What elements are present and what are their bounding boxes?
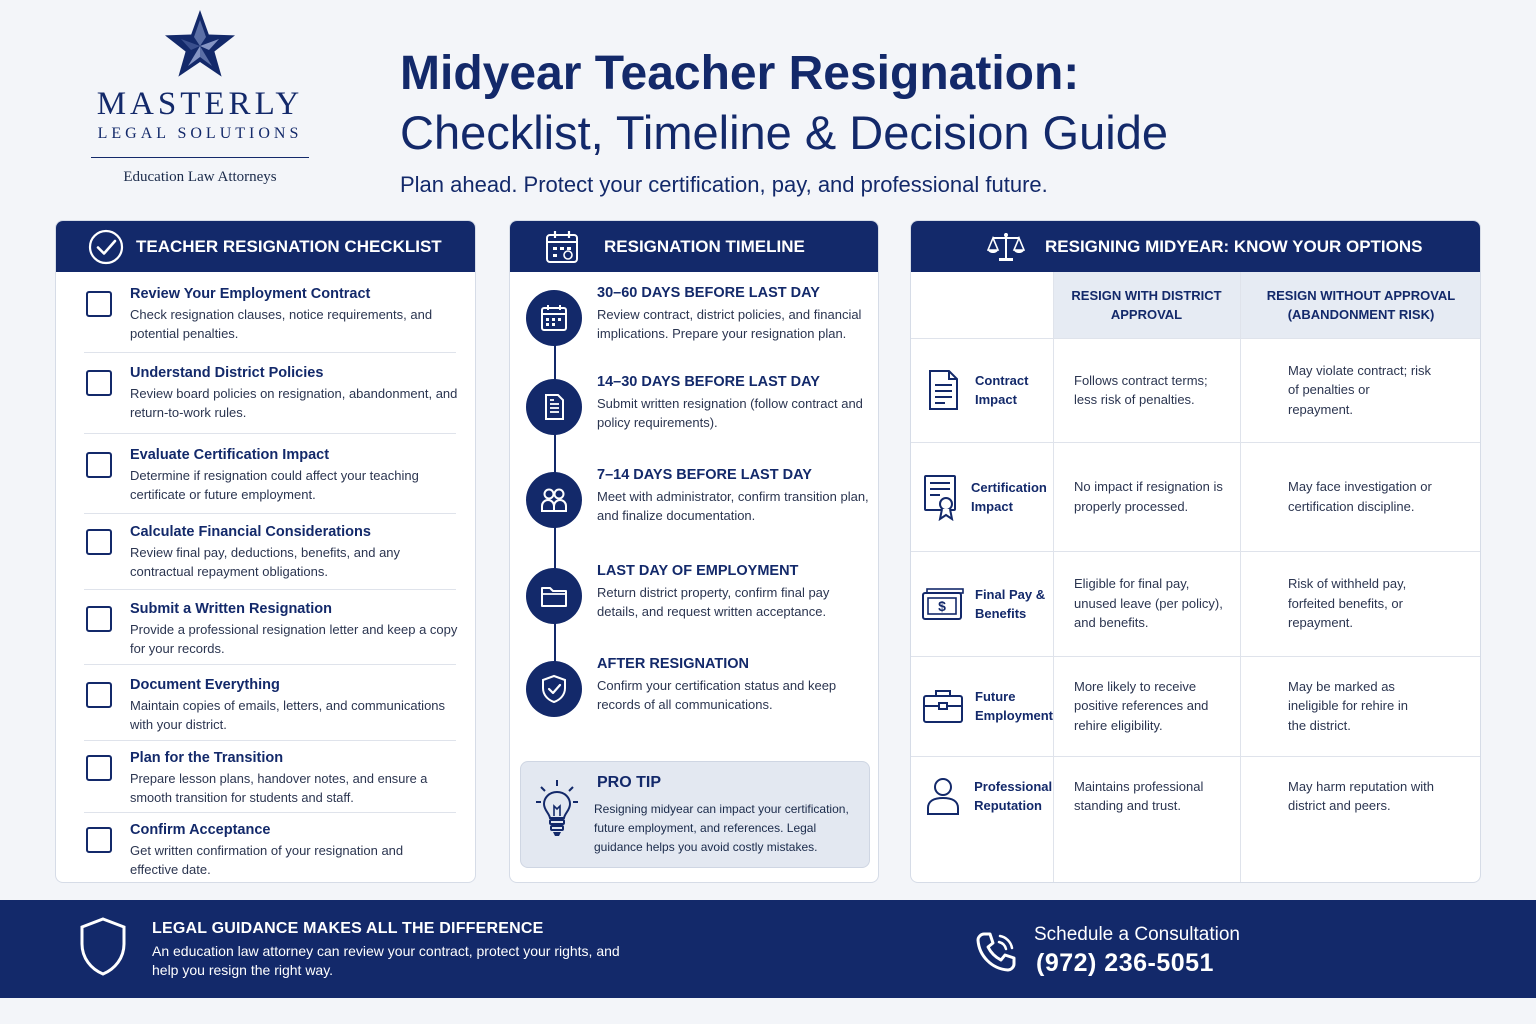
checklist-item-desc: Maintain copies of emails, letters, and communications with your district. (130, 698, 446, 732)
checklist-item-desc: Get written confirmation of your resignation and effective date. (130, 843, 404, 877)
divider (1053, 272, 1054, 883)
column-header-without-approval: RESIGN WITHOUT APPROVAL (ABANDONMENT RISK) (1240, 272, 1481, 338)
checklist-item-title: Submit a Written Resignation (130, 601, 332, 617)
options-panel (910, 220, 1481, 883)
options-heading: RESIGNING MIDYEAR: KNOW YOUR OPTIONS (1045, 236, 1423, 256)
scales-icon (987, 230, 1025, 264)
cell-without-approval: May harm reputation with district and peers. (1288, 778, 1434, 813)
row-label-text: Final Pay & Benefits (975, 586, 1046, 621)
money-icon (911, 586, 975, 622)
table-row-label (911, 442, 1053, 551)
timeline-step-desc: Return district property, confirm final pay details, and request written acceptance. (597, 585, 830, 619)
checklist-item-title: Plan for the Transition (130, 750, 284, 766)
checklist-heading: TEACHER RESIGNATION CHECKLIST (136, 236, 442, 256)
timeline-step-desc: Meet with administrator, confirm transition plan, and finalize documentation. (597, 489, 869, 523)
pro-tip-desc: Resigning midyear can impact your certification, future employment, and references. Legal guidance helps you avoid costly mistakes. (594, 802, 849, 854)
timeline-panel (509, 220, 879, 883)
checkbox[interactable] (86, 452, 112, 478)
svg-text:$: $ (938, 597, 946, 614)
brand-subname: LEGAL SOLUTIONS (97, 125, 303, 142)
pro-tip-title: PRO TIP (597, 774, 662, 791)
shield-icon (78, 916, 128, 978)
divider (84, 513, 456, 514)
checkbox[interactable] (86, 827, 112, 853)
timeline-header (510, 221, 878, 272)
divider (84, 740, 456, 741)
timeline-step-title: 14–30 DAYS BEFORE LAST DAY (597, 374, 820, 390)
brand-divider (91, 157, 309, 158)
divider (84, 433, 456, 434)
checklist-item-title: Document Everything (130, 677, 280, 693)
table-row-label (911, 551, 1053, 656)
cell-with-approval: No impact if resignation is properly processed. (1074, 479, 1223, 514)
page-title-line1: Midyear Teacher Resignation: (400, 47, 1080, 100)
contract-icon (911, 369, 975, 411)
checklist-item-desc: Provide a professional resignation letter and keep a copy for your records. (130, 622, 458, 656)
footer-desc: An education law attorney can review your contract, protect your rights, and help you resign the right way. (152, 943, 620, 978)
checkbox[interactable] (86, 755, 112, 781)
checklist-header (56, 221, 475, 272)
cell-without-approval: Risk of withheld pay, forfeited benefits, or repayment. (1288, 576, 1407, 631)
cell-without-approval: May be marked as ineligible for rehire in the district. (1288, 678, 1408, 733)
cell-without-approval: May violate contract; risk of penalties or repayment. (1288, 362, 1432, 417)
timeline-step-title: LAST DAY OF EMPLOYMENT (597, 563, 799, 579)
checklist-item-title: Understand District Policies (130, 365, 324, 381)
checklist-item-title: Calculate Financial Considerations (130, 524, 371, 540)
timeline-step-desc: Confirm your certification status and keep records of all communications. (597, 678, 837, 712)
checkbox[interactable] (86, 370, 112, 396)
timeline-heading: RESIGNATION TIMELINE (604, 236, 805, 256)
phone-number-link[interactable]: (972) 236-5051 (1036, 949, 1214, 977)
checkbox[interactable] (86, 291, 112, 317)
person-icon (911, 776, 974, 816)
divider (84, 664, 456, 665)
checklist-item-desc: Prepare lesson plans, handover notes, and ensure a smooth transition for students and staff. (130, 771, 428, 805)
shield-check-icon (526, 661, 582, 717)
divider (84, 352, 456, 353)
checklist-item-title: Evaluate Certification Impact (130, 447, 330, 463)
people-icon (526, 472, 582, 528)
brand-name: MASTERLY (96, 86, 304, 122)
divider (1240, 272, 1241, 883)
checkbox[interactable] (86, 529, 112, 555)
timeline-step-title: 7–14 DAYS BEFORE LAST DAY (597, 467, 812, 483)
page-header (400, 44, 1168, 198)
cell-with-approval: Maintains professional standing and trust. (1074, 778, 1204, 813)
row-label-text: Certification Impact (971, 479, 1047, 514)
check-circle-icon (88, 229, 124, 265)
cell-with-approval: Follows contract terms; less risk of penalties. (1074, 372, 1208, 407)
checklist-item-title: Review Your Employment Contract (130, 286, 371, 302)
table-row-label (911, 756, 1053, 836)
timeline-step-desc: Review contract, district policies, and financial implications. Prepare your resignation plan. (597, 307, 862, 341)
row-label-text: Professional Reputation (974, 779, 1053, 813)
pro-tip-box (520, 761, 870, 868)
brand-logo (88, 8, 312, 186)
checklist-panel (55, 220, 476, 883)
checklist-item-desc: Review board policies on resignation, abandonment, and return-to-work rules. (130, 386, 458, 420)
table-row-label (911, 656, 1053, 756)
schedule-consultation-link[interactable]: Schedule a Consultation (1034, 924, 1240, 945)
divider (84, 812, 456, 813)
footer-banner (0, 900, 1536, 998)
phone-icon[interactable] (974, 930, 1018, 974)
lightbulb-icon (535, 778, 579, 838)
cell-without-approval: May face investigation or certification discipline. (1288, 479, 1432, 514)
folder-icon (526, 568, 582, 624)
page-subtitle: Plan ahead. Protect your certification, pay, and professional future. (400, 172, 1048, 197)
checklist-item-desc: Review final pay, deductions, benefits, and any contractual repayment obligations. (130, 545, 401, 579)
row-label-text: Contract Impact (975, 373, 1029, 407)
certificate-icon (911, 473, 971, 521)
table-header-empty (911, 272, 1053, 338)
document-icon (526, 379, 582, 435)
brand-tagline: Education Law Attorneys (123, 169, 277, 185)
checklist-item-desc: Determine if resignation could affect your teaching certificate or future employment. (130, 468, 419, 502)
briefcase-icon (911, 687, 975, 725)
cell-with-approval: More likely to receive positive references and rehire eligibility. (1074, 678, 1209, 733)
table-row-label (911, 338, 1053, 442)
options-header (911, 221, 1480, 272)
divider (84, 589, 456, 590)
cell-with-approval: Eligible for final pay, unused leave (per policy), and benefits. (1074, 576, 1223, 631)
checkbox[interactable] (86, 606, 112, 632)
star-icon (162, 8, 238, 80)
timeline-step-title: 30–60 DAYS BEFORE LAST DAY (597, 285, 820, 301)
calendar-icon (526, 290, 582, 346)
checkbox[interactable] (86, 682, 112, 708)
row-label-text: Future Employment (975, 689, 1054, 723)
timeline-step-title: AFTER RESIGNATION (597, 656, 749, 672)
calendar-icon (544, 229, 580, 265)
checklist-item-title: Confirm Acceptance (130, 822, 271, 838)
checklist-item-desc: Check resignation clauses, notice requirements, and potential penalties. (130, 307, 433, 341)
page-title-line2: Checklist, Timeline & Decision Guide (400, 106, 1168, 159)
footer-title: LEGAL GUIDANCE MAKES ALL THE DIFFERENCE (152, 920, 544, 937)
column-header-with-approval: RESIGN WITH DISTRICT APPROVAL (1053, 272, 1240, 338)
timeline-step-desc: Submit written resignation (follow contract and policy requirements). (597, 396, 863, 430)
options-table (911, 272, 1481, 883)
